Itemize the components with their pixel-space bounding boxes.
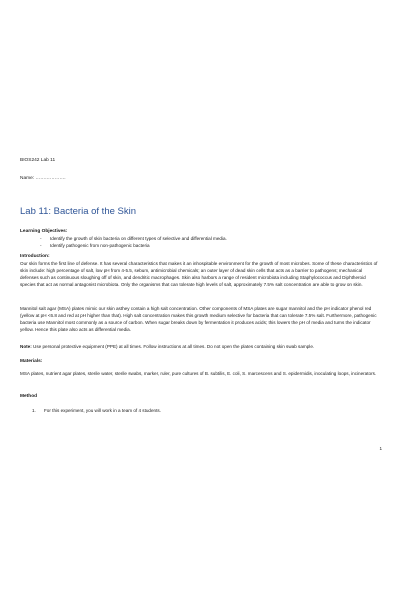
objectives-list: [20, 235, 380, 249]
method-step: 1. For this experiment, you will work in a team of 4 students.: [32, 408, 161, 413]
introduction-heading: Introduction:: [20, 254, 50, 259]
method-heading: Method: [20, 394, 38, 399]
materials-text: MSA plates, nutrient agar plates, sterile water, sterile swabs, marker, ruler, pure cultures of B. subtilis, E. coli, S. marcescens and S. epidermidis, inoculating loops, incinerators.: [20, 371, 377, 376]
materials-section: [20, 358, 380, 377]
msa-paragraph: Mannitol salt agar (MSA) plates mimic our skin asthey contain a high salt concentration. Other components of MSA plates are sugar mannitol and the pH indicator phenol red (yellow at pH <6.8 and red at pH higher than that). High salt concentration makes this growth medium selective for bacteria that can tolerate 7.5% salt. Furthermore, pathogenic bacteria use Mannitol most commonly as a source of carbon. When sugar breaks down by fermentation it produces acids; this lowers the pH of media and turns the indicator yellow. Hence this plate also acts as differential media.: [20, 306, 377, 332]
page-number: 1: [379, 446, 382, 451]
note-text: Note: Use personal protective equipment (PPE) at all times. Follow instructions at all times. Do not open the plates containing skin swab sample.: [20, 344, 315, 349]
method-list: [20, 407, 380, 414]
objective-item: - Identify pathogenic from non-pathogenic bacteria: [40, 243, 150, 248]
objective-item: - Identify the growth of skin bacteria on different types of selective and differential media.: [40, 236, 227, 241]
note-label: Note:: [20, 344, 32, 349]
bullet-dash: -: [40, 243, 42, 248]
learning-objectives-section: [20, 228, 380, 249]
bullet-dash: -: [40, 236, 42, 241]
course-code: BIOS242 Lab 11: [20, 158, 56, 163]
student-name-field: Name: ……………….: [20, 176, 66, 181]
page-title: Lab 11: Bacteria of the Skin: [20, 206, 137, 217]
introduction-section: [20, 253, 380, 288]
introduction-paragraph: Our skin forms the first line of defense. It has several characteristics that makes it an inhospitable environment for the growth of most microbes. Some of these characteristics of skin include: high percentage of salt, low pH from 4-5.5, sebum, antimicrobial chemicals; an outer layer of dead skin cells that acts as a barrier to pathogens; mechanical defenses such as continuous sloughing off of skin, and dendritic macrophages. Skin also harbors a range of resident microbiota including Staphylococcus and Diphtheroid species that act as normal antagonist microbiota. Only the organisms that can tolerate high levels of salt, approximately 7.5% salt concentration are able to grow on skin.: [20, 261, 378, 287]
msa-paragraph-section: [20, 305, 380, 333]
method-section: [20, 393, 380, 414]
materials-heading: Materials:: [20, 359, 43, 364]
objectives-heading: Learning Objectives:: [20, 229, 68, 234]
note-section: [20, 343, 380, 350]
